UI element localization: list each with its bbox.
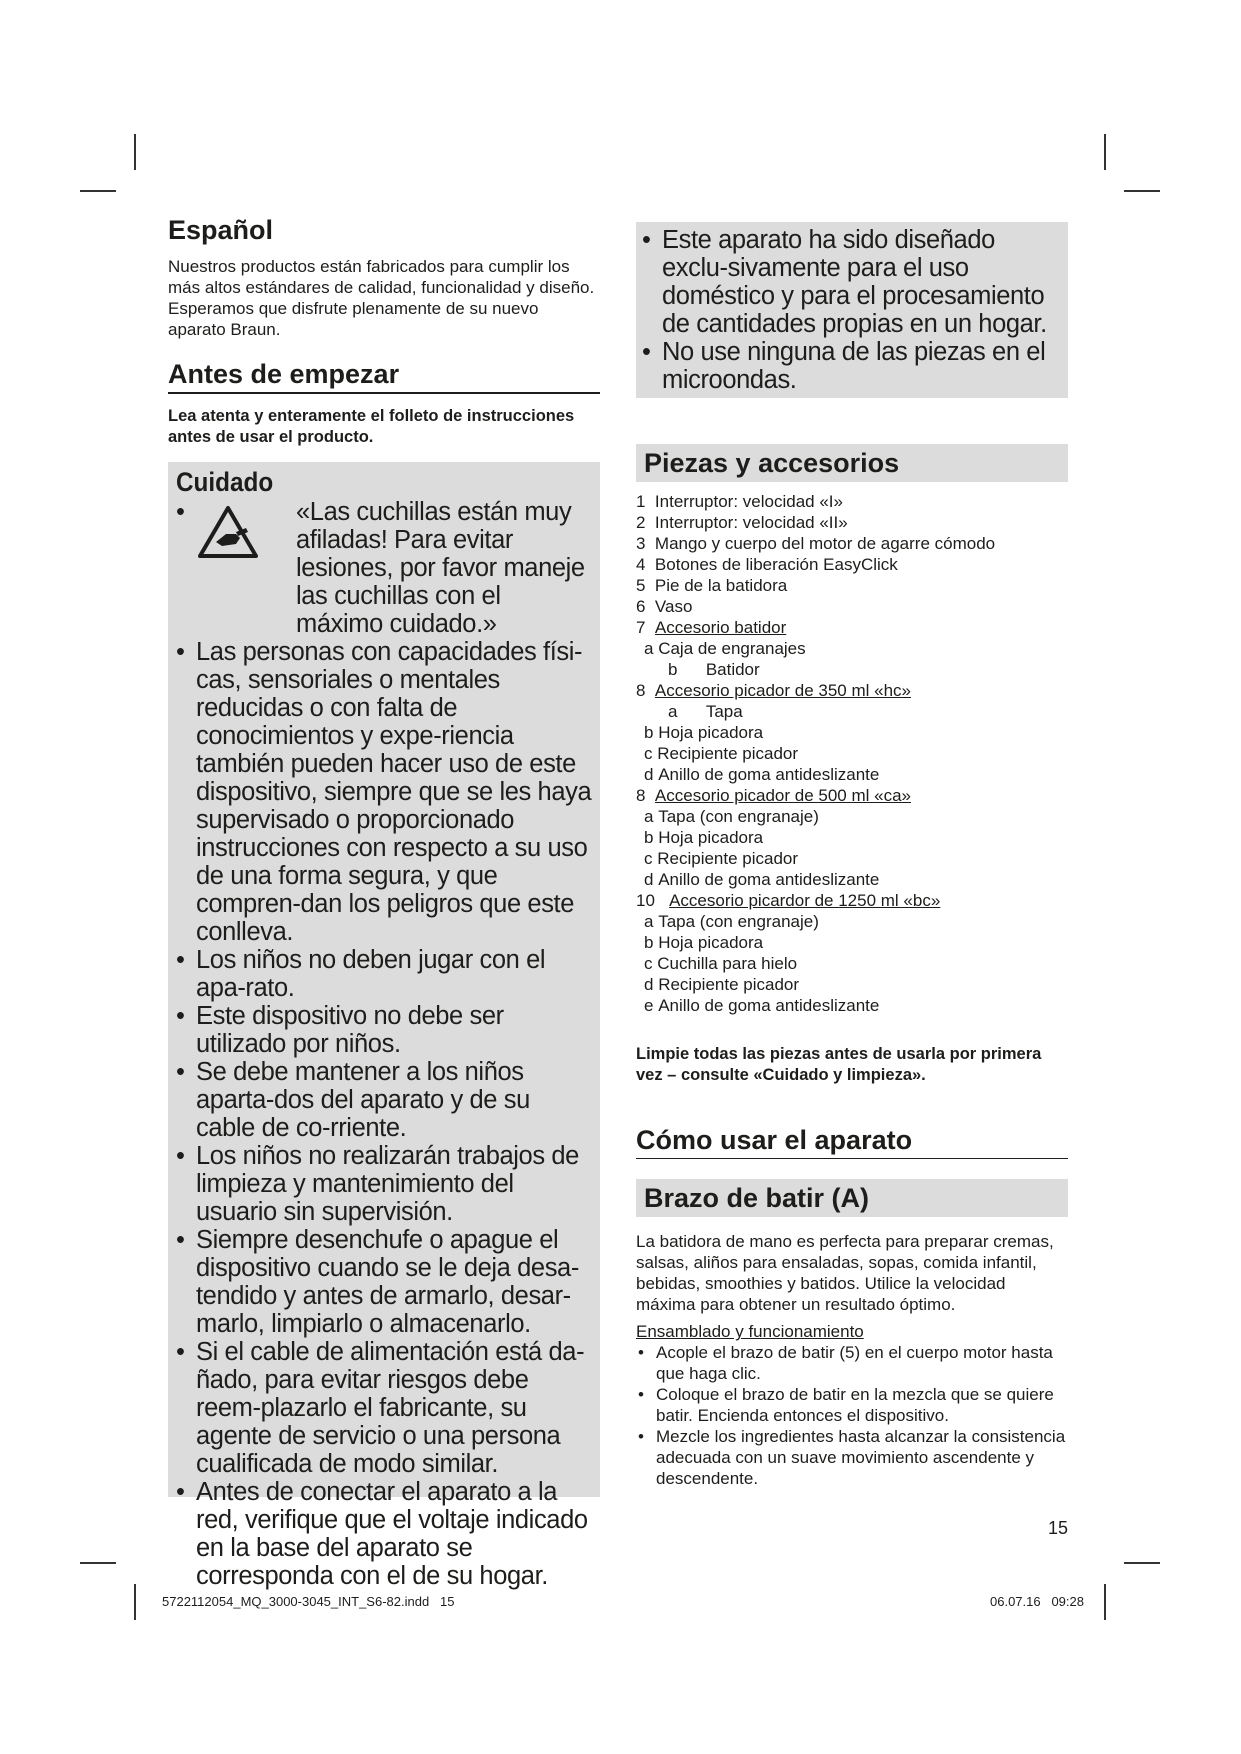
footer-date: 06.07.16 09:28 bbox=[990, 1594, 1084, 1609]
crop-mark bbox=[134, 1584, 136, 1620]
use-heading: Cómo usar el aparato bbox=[636, 1124, 1068, 1159]
caution-title: Cuidado bbox=[176, 467, 274, 497]
list-item: 8 Accesorio picador de 500 ml «ca» bbox=[636, 786, 912, 805]
page-title: Español bbox=[168, 215, 274, 245]
assembly-heading: Ensamblado y funcionamiento bbox=[636, 1322, 864, 1342]
warning-hand-icon bbox=[196, 498, 296, 565]
page-number: 15 bbox=[1048, 1518, 1069, 1538]
list-item: d Recipiente picador bbox=[644, 975, 800, 994]
list-item: 2 Interruptor: velocidad «II» bbox=[636, 513, 848, 532]
list-item: c Recipiente picador bbox=[644, 849, 799, 868]
list-item: c Cuchilla para hielo bbox=[644, 954, 798, 973]
before-section bbox=[168, 358, 600, 448]
left-column bbox=[168, 214, 600, 340]
list-item: • Acople el brazo de batir (5) en el cuerpo motor hasta que haga clic. bbox=[638, 1343, 1053, 1384]
caution-list bbox=[176, 638, 592, 1590]
list-item: 4 Botones de liberación EasyClick bbox=[636, 555, 898, 574]
clean-note: Limpie todas las piezas antes de usarla por primera vez – consulte «Cuidado y limpieza». bbox=[636, 1045, 1042, 1084]
intro-text: Nuestros productos están fabricados para cumplir los más altos estándares de calidad, funcionalidad y diseño. Esperamos que disfrute plenamente de su nuevo aparato Braun. bbox=[168, 257, 595, 340]
crop-mark bbox=[1104, 1584, 1106, 1620]
list-item: d Anillo de goma antideslizante bbox=[644, 765, 880, 784]
list-item: a Tapa bbox=[668, 702, 743, 721]
list-item: a Tapa (con engranaje) bbox=[644, 807, 819, 826]
list-item: • Si el cable de alimentación está da-ñado, para evitar riesgos debe reem-plazarlo el fabricante, su agente de servicio o una persona cualificada de modo similar. bbox=[176, 1338, 585, 1479]
arm-heading: Brazo de batir (A) bbox=[636, 1179, 1068, 1217]
list-item: b Hoja picadora bbox=[644, 933, 764, 952]
list-item: • Este dispositivo no debe ser utilizado por niños. bbox=[176, 1002, 504, 1059]
list-item: • No use ninguna de las piezas en el microondas. bbox=[642, 338, 1046, 394]
list-item: • Los niños no deben jugar con el apa-rato. bbox=[176, 946, 546, 1003]
list-item: b Batidor bbox=[668, 660, 760, 679]
list-item: • Las personas con capacidades físi-cas, sensoriales o mentales reducidas o con falta de conocimientos y expe-riencia también pueden hacer uso de este dispositivo, siempre que se les haya supervisado o proporcionado instrucciones con respecto a su uso de una forma segura, y que compren-dan los peligros que este conlleva. bbox=[176, 638, 592, 947]
list-item: 3 Mango y cuerpo del motor de agarre cómodo bbox=[636, 534, 996, 553]
before-note: Lea atenta y enteramente el folleto de instrucciones antes de usar el producto. bbox=[168, 407, 575, 447]
list-item: 5 Pie de la batidora bbox=[636, 576, 788, 595]
list-item: 8 Accesorio picador de 350 ml «hc» bbox=[636, 681, 912, 700]
list-item: • Este aparato ha sido diseñado exclu-sivamente para el uso doméstico y para el procesamiento de cantidades propias en un hogar. bbox=[642, 226, 1047, 338]
list-item: a Tapa (con engranaje) bbox=[644, 912, 819, 931]
crop-mark bbox=[1104, 134, 1106, 170]
list-item: • Antes de conectar el aparato a la red, verifique que el voltaje indicado en la base del aparato se corresponda con el de su hogar. bbox=[176, 1478, 588, 1591]
list-item: • Coloque el brazo de batir en la mezcla que se quiere batir. Encienda entonces el dispositivo. bbox=[638, 1385, 1054, 1426]
list-item: 10 Accesorio picardor de 1250 ml «bc» bbox=[636, 891, 941, 910]
caution-first-item bbox=[176, 498, 592, 638]
list-item: b Hoja picadora bbox=[644, 828, 764, 847]
top-notice-list bbox=[636, 222, 1068, 394]
bullet: • bbox=[176, 498, 185, 527]
list-item: d Anillo de goma antideslizante bbox=[644, 870, 880, 889]
crop-mark bbox=[80, 190, 116, 192]
before-heading: Antes de empezar bbox=[168, 358, 600, 394]
top-notice-box bbox=[636, 222, 1068, 398]
caution-box bbox=[168, 462, 600, 1591]
list-item: 1 Interruptor: velocidad «I» bbox=[636, 492, 843, 511]
list-item: 6 Vaso bbox=[636, 597, 693, 616]
list-item: • Mezcle los ingredientes hasta alcanzar la consistencia adecuada con un suave movimiento ascendente y descendente. bbox=[638, 1427, 1066, 1489]
crop-mark bbox=[134, 134, 136, 170]
caution-first-text: «Las cuchillas están muy afiladas! Para evitar lesiones, por favor maneje las cuchillas con el máximo cuidado.» bbox=[296, 498, 585, 639]
parts-heading: Piezas y accesorios bbox=[636, 444, 1068, 482]
crop-mark bbox=[1124, 190, 1160, 192]
crop-mark bbox=[1124, 1562, 1160, 1564]
list-item: b Hoja picadora bbox=[644, 723, 764, 742]
parts-list bbox=[636, 491, 1068, 1016]
list-item: • Siempre desenchufe o apague el dispositivo cuando se le deja desa-tendido y antes de armarlo, desar-marlo, limpiarlo o almacenarlo. bbox=[176, 1226, 579, 1339]
list-item: • Se debe mantener a los niños aparta-dos del aparato y de su cable de co-rriente. bbox=[176, 1058, 530, 1143]
parts-section bbox=[636, 444, 1068, 1086]
assembly-list bbox=[636, 1342, 1068, 1489]
list-item: 7 Accesorio batidor bbox=[636, 618, 787, 637]
footer-file: 5722112054_MQ_3000-3045_INT_S6-82.indd 15 bbox=[162, 1594, 455, 1609]
list-item: a Caja de engranajes bbox=[644, 639, 806, 658]
arm-text: La batidora de mano es perfecta para preparar cremas, salsas, aliños para ensaladas, sopas, comida infantil, bebidas, smoothies y batidos. Utilice la velocidad máxima para obtener un resultado óptimo. bbox=[636, 1232, 1054, 1315]
list-item: c Recipiente picador bbox=[644, 744, 799, 763]
crop-mark bbox=[80, 1562, 116, 1564]
list-item: • Los niños no realizarán trabajos de limpieza y mantenimiento del usuario sin supervisión. bbox=[176, 1142, 579, 1227]
use-section bbox=[636, 1124, 1068, 1489]
list-item: e Anillo de goma antideslizante bbox=[644, 996, 880, 1015]
